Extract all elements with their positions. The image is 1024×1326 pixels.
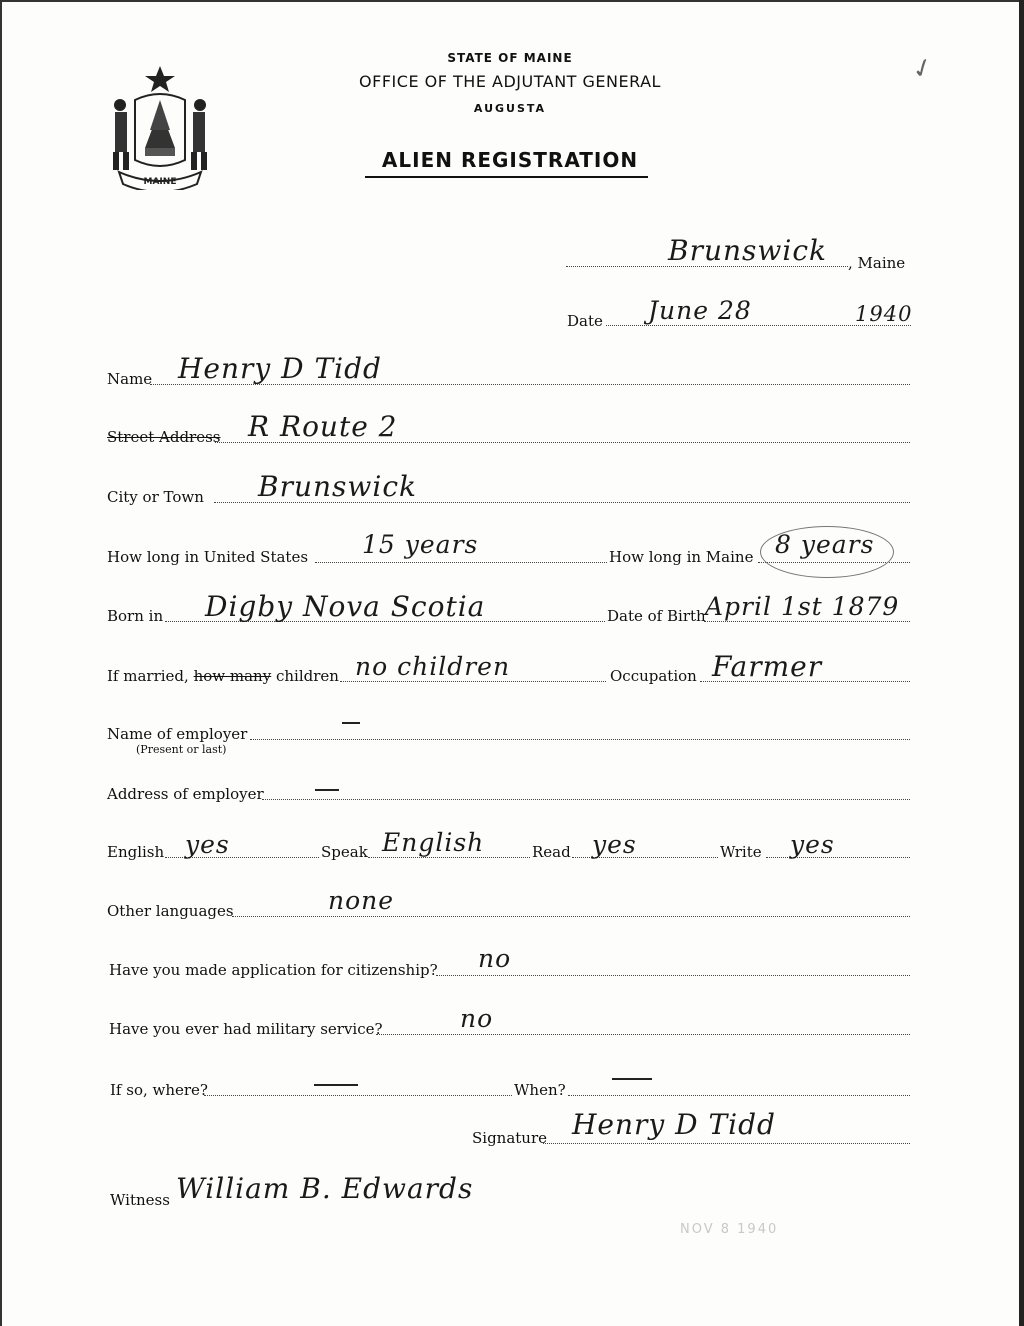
children-value: no children xyxy=(355,652,511,681)
military-label: Have you ever had military service? xyxy=(109,1020,383,1038)
speak-line xyxy=(368,857,530,858)
military-value: no xyxy=(460,1004,494,1033)
where-dash xyxy=(314,1084,358,1086)
other-languages-label: Other languages xyxy=(107,902,234,920)
write-value: yes xyxy=(790,830,835,859)
other-languages-line xyxy=(232,916,910,917)
occupation-value: Farmer xyxy=(712,650,823,683)
years-us-label: How long in United States xyxy=(107,548,309,566)
english-label: English xyxy=(107,843,165,861)
date-label: Date xyxy=(567,312,603,330)
employer-address-line xyxy=(262,799,910,800)
married-label-a: If married, xyxy=(107,667,189,685)
signature-value: Henry D Tidd xyxy=(572,1108,776,1141)
employer-address-label: Address of employer xyxy=(107,785,264,803)
city-heading: AUGUSTA xyxy=(473,102,547,115)
occupation-label: Occupation xyxy=(610,667,697,685)
date-year: 1940 xyxy=(855,302,913,326)
page-edge-right xyxy=(1019,0,1024,1326)
military-line xyxy=(376,1034,910,1035)
signature-label: Signature xyxy=(472,1129,548,1147)
city-label: City or Town xyxy=(107,488,204,506)
dob-line xyxy=(704,621,910,622)
married-label xyxy=(107,667,339,685)
check-mark-icon: ✓ xyxy=(907,51,939,87)
city-value: Brunswick xyxy=(258,470,417,503)
citizenship-line xyxy=(436,975,910,976)
where-label: If so, where? xyxy=(110,1081,208,1099)
witness-value: William B. Edwards xyxy=(176,1172,474,1205)
maine-suffix: , Maine xyxy=(848,254,906,272)
where-line xyxy=(204,1095,512,1096)
speak-label: Speak xyxy=(321,843,368,861)
employer-sublabel: (Present or last) xyxy=(136,743,227,756)
when-dash xyxy=(612,1078,652,1080)
married-label-b: children xyxy=(275,667,339,685)
name-label: Name xyxy=(107,370,153,388)
other-languages-value: none xyxy=(328,886,395,915)
employer-address-dash xyxy=(315,789,339,791)
english-value: yes xyxy=(185,830,230,859)
maine-seal-logo xyxy=(105,60,215,190)
years-maine-value: 8 years xyxy=(775,530,875,559)
page-edge-left xyxy=(0,0,2,1326)
signature-line xyxy=(543,1143,910,1144)
place-value: Brunswick xyxy=(668,234,827,267)
employer-dash xyxy=(342,722,360,724)
born-in-label: Born in xyxy=(107,607,164,625)
name-value: Henry D Tidd xyxy=(178,352,382,385)
dob-value: April 1st 1879 xyxy=(705,592,900,621)
when-label: When? xyxy=(514,1081,566,1099)
title-underline xyxy=(365,176,648,178)
street-label: Street Address xyxy=(107,428,221,446)
received-stamp: NOV 8 1940 xyxy=(680,1222,779,1237)
date-month-day: June 28 xyxy=(648,296,752,325)
page-edge-top xyxy=(0,0,1024,2)
seal-banner-text: MAINE xyxy=(143,177,177,187)
read-label: Read xyxy=(532,843,571,861)
employer-line xyxy=(250,739,910,740)
witness-label: Witness xyxy=(110,1191,170,1209)
citizenship-value: no xyxy=(478,944,512,973)
when-line xyxy=(568,1095,910,1096)
dob-label: Date of Birth xyxy=(607,607,706,625)
write-label: Write xyxy=(720,843,762,861)
form-title: ALIEN REGISTRATION xyxy=(381,148,639,172)
years-us-value: 15 years xyxy=(362,530,479,559)
write-line xyxy=(766,857,910,858)
employer-label: Name of employer xyxy=(107,725,248,743)
years-us-line xyxy=(315,562,607,563)
years-maine-label: How long in Maine xyxy=(609,548,754,566)
state-heading: STATE OF MAINE xyxy=(447,51,573,65)
office-heading: OFFICE OF THE ADJUTANT GENERAL xyxy=(359,72,661,91)
read-value: yes xyxy=(592,830,637,859)
married-line xyxy=(340,681,606,682)
citizenship-label: Have you made application for citizenship? xyxy=(109,961,438,979)
street-value: R Route 2 xyxy=(248,410,398,443)
born-in-value: Digby Nova Scotia xyxy=(205,590,486,623)
married-label-strike: how many xyxy=(193,667,272,685)
speak-value: English xyxy=(382,828,485,857)
